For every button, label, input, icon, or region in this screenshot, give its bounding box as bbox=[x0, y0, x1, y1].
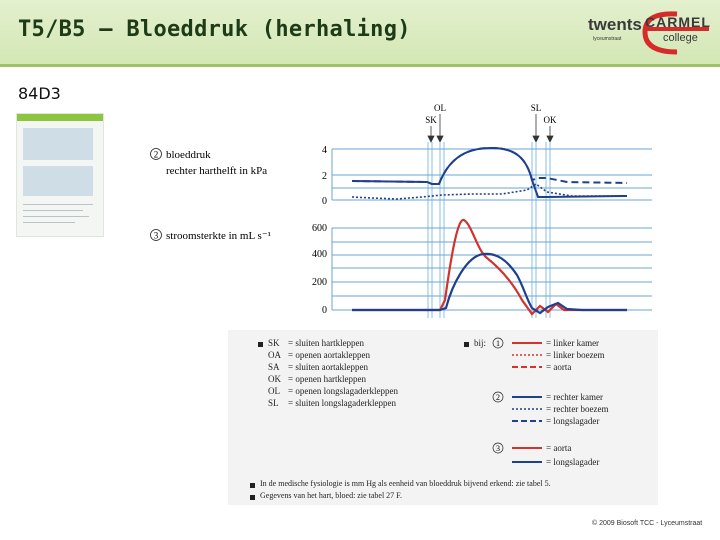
thumbnail-line bbox=[23, 210, 83, 211]
abbr-text-sl: = sluiten longslagaderkleppen bbox=[288, 398, 397, 408]
legend-group2-num: 2 bbox=[496, 393, 500, 402]
event-label-sl: SL bbox=[530, 103, 542, 113]
abbr-text-oa: = openen aortakleppen bbox=[288, 350, 371, 360]
event-label-ok: OK bbox=[543, 115, 557, 125]
key-label-right-ventricle: = rechter kamer bbox=[546, 392, 604, 402]
thumbnail-line bbox=[23, 216, 89, 217]
panel3-number: 3 bbox=[153, 230, 159, 241]
textbook-thumbnail bbox=[16, 113, 104, 237]
legend-group1-num: 1 bbox=[496, 339, 500, 348]
panel2-number: 2 bbox=[153, 149, 159, 160]
legend-bij: bij: bbox=[474, 338, 487, 348]
abbr-text-sk: = sluiten hartkleppen bbox=[288, 338, 365, 348]
panel2-grid bbox=[332, 149, 652, 200]
slide-code: 84D3 bbox=[18, 84, 61, 103]
legend-note-2: Gegevens van het hart, bloed: zie tabel 27 F. bbox=[260, 491, 402, 500]
logo-word-twents: twents bbox=[588, 15, 642, 34]
key-label-aorta-flow: = aorta bbox=[546, 443, 572, 453]
key-label-right-atrium: = rechter boezem bbox=[546, 404, 609, 414]
legend-bullet bbox=[250, 483, 255, 488]
panel3-tick-400: 400 bbox=[312, 249, 327, 260]
event-arrows bbox=[428, 114, 553, 142]
thumbnail-header-bar bbox=[17, 114, 103, 121]
key-label-pulmonary-flow: = longslagader bbox=[546, 457, 600, 467]
event-label-sk: SK bbox=[425, 115, 437, 125]
thumbnail-graph-2 bbox=[23, 166, 93, 196]
abbr-code-sa: SA bbox=[268, 362, 280, 372]
abbr-text-ok: = openen hartkleppen bbox=[288, 374, 367, 384]
legend-group3-num: 3 bbox=[496, 444, 500, 453]
footer-copyright: © 2009 Biosoft TCC - Lyceumstraat bbox=[592, 520, 703, 527]
curve-pulmonary-artery bbox=[352, 148, 627, 184]
curve-aorta-flow bbox=[352, 220, 627, 314]
thumbnail-graph-1 bbox=[23, 128, 93, 160]
panel3-grid bbox=[332, 228, 652, 310]
key-label-left-ventricle: = linker kamer bbox=[546, 338, 600, 348]
key-label-pulmonary-pressure: = longslagader bbox=[546, 416, 600, 426]
key-label-aorta-pressure: = aorta bbox=[546, 362, 572, 372]
event-label-ol: OL bbox=[434, 103, 446, 113]
legend-note-1: In de medische fysiologie is mm Hg als eenheid van bloeddruk bijvend erkend: zie tabel 5. bbox=[260, 479, 551, 488]
panel2-label-2: rechter harthelft in kPa bbox=[166, 165, 268, 177]
header-divider bbox=[0, 64, 720, 67]
logo-word-sub: lyceumstraat bbox=[593, 36, 622, 42]
logo-word-college: college bbox=[663, 32, 698, 44]
panel2-tick-0: 0 bbox=[322, 196, 327, 207]
abbr-code-ok: OK bbox=[268, 374, 281, 384]
panel2-tick-2: 2 bbox=[322, 171, 327, 182]
abbr-code-sk: SK bbox=[268, 338, 280, 348]
thumbnail-line bbox=[23, 204, 93, 205]
logo-word-carmel: CARMEL bbox=[645, 14, 711, 30]
abbr-text-sa: = sluiten aortakleppen bbox=[288, 362, 369, 372]
thumbnail-line bbox=[23, 222, 75, 223]
slide-title: T5/B5 – Bloeddruk (herhaling) bbox=[18, 17, 411, 42]
panel3-tick-0: 0 bbox=[322, 305, 327, 316]
school-logo bbox=[585, 6, 715, 60]
panel2-label-1: bloeddruk bbox=[166, 149, 211, 161]
panel3-tick-600: 600 bbox=[312, 223, 327, 234]
abbr-code-ol: OL bbox=[268, 386, 280, 396]
curve-pulmonary-flow bbox=[352, 254, 627, 313]
panel3-tick-200: 200 bbox=[312, 277, 327, 288]
graph-legend bbox=[228, 330, 658, 505]
abbr-code-sl: SL bbox=[268, 398, 279, 408]
curve-right-ventricle bbox=[352, 148, 627, 197]
panel2-tick-4: 4 bbox=[322, 145, 327, 156]
graph-svg bbox=[122, 100, 658, 322]
graph-figure bbox=[122, 100, 658, 322]
key-label-left-atrium: = linker boezem bbox=[546, 350, 605, 360]
legend-bullet bbox=[250, 495, 255, 500]
panel3-label: stroomsterkte in mL s⁻¹ bbox=[166, 230, 271, 242]
abbr-text-ol: = openen longslagaderkleppen bbox=[288, 386, 399, 396]
abbr-code-oa: OA bbox=[268, 350, 281, 360]
